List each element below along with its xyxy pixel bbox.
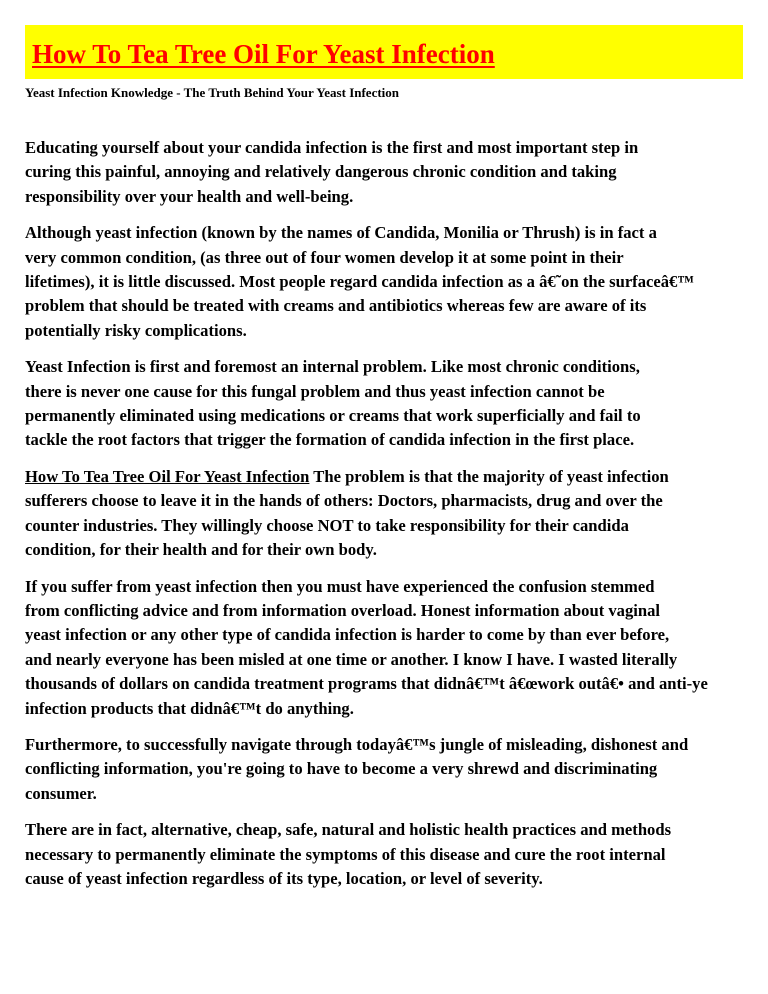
text-line: cause of yeast infection regardless of its type, location, or level of severity. [25,868,543,888]
text-line: permanently eliminated using medications or creams that work superficially and fail to [25,406,641,426]
text-line: there is never one cause for this fungal problem and thus yeast infection cannot be [25,381,605,401]
text-line: very common condition, (as three out of four women develop it at some point in their [25,247,624,267]
text-line: from conflicting advice and from information overload. Honest information about vaginal [25,600,661,620]
text-line: curing this painful, annoying and relatively dangerous chronic condition and taking [25,162,617,182]
text-line: yeast infection or any other type of candida infection is harder to come by than ever before, [25,625,670,645]
paragraph-2 [25,221,768,343]
paragraph-6 [25,733,768,806]
text-line: condition, for their health and for their own body. [25,540,377,560]
text-line: Yeast Infection is first and foremost an internal problem. Like most chronic conditions, [25,357,640,377]
text-line: lifetimes), it is little discussed. Most people regard candida infection as a â€˜on the surfaceâ€™ [25,272,694,292]
text-line: If you suffer from yeast infection then you must have experienced the confusion stemmed [25,576,655,596]
text-line: Although yeast infection (known by the names of Candida, Monilia or Thrush) is in fact a [25,223,657,243]
text-line: consumer. [25,783,97,803]
inline-title-link[interactable]: How To Tea Tree Oil For Yeast Infection [25,466,310,486]
paragraph-3 [25,355,768,453]
text-line: counter industries. They willingly choose NOT to take responsibility for their candida [25,515,629,535]
text-line: problem that should be treated with creams and antibiotics whereas few are aware of its [25,296,647,316]
text-line: sufferers choose to leave it in the hands of others: Doctors, pharmacists, drug and over the [25,491,663,511]
text-line: There are in fact, alternative, cheap, safe, natural and holistic health practices and methods [25,820,672,840]
text-line [25,465,768,489]
paragraph-7 [25,818,768,891]
title-banner [25,25,743,79]
text-line: Furthermore, to successfully navigate through todayâ€™s jungle of misleading, dishonest and [25,734,689,754]
text-line: potentially risky complications. [25,320,247,340]
text-line: necessary to permanently eliminate the symptoms of this disease and cure the root internal [25,844,666,864]
paragraph-1 [25,136,768,209]
paragraph-5 [25,575,768,721]
text-segment: The problem is that the majority of yeast infection [309,466,669,486]
text-line: Educating yourself about your candida infection is the first and most important step in [25,138,639,157]
text-line: thousands of dollars on candida treatment programs that didnâ€™t â€œwork outâ€• and anti-ye [25,674,708,694]
text-line: responsibility over your health and well-being. [25,186,354,206]
page-title: How To Tea Tree Oil For Yeast Infection [32,39,495,69]
text-line: tackle the root factors that trigger the formation of candida infection in the first place. [25,430,635,450]
article-body [25,136,768,903]
paragraph-4 [25,465,768,563]
text-line: infection products that didnâ€™t do anything. [25,698,354,718]
text-line: and nearly everyone has been misled at one time or another. I know I have. I wasted literally [25,649,678,669]
page-subtitle: Yeast Infection Knowledge - The Truth Behind Your Yeast Infection [25,85,400,100]
text-line: conflicting information, you're going to have to become a very shrewd and discriminating [25,759,658,779]
